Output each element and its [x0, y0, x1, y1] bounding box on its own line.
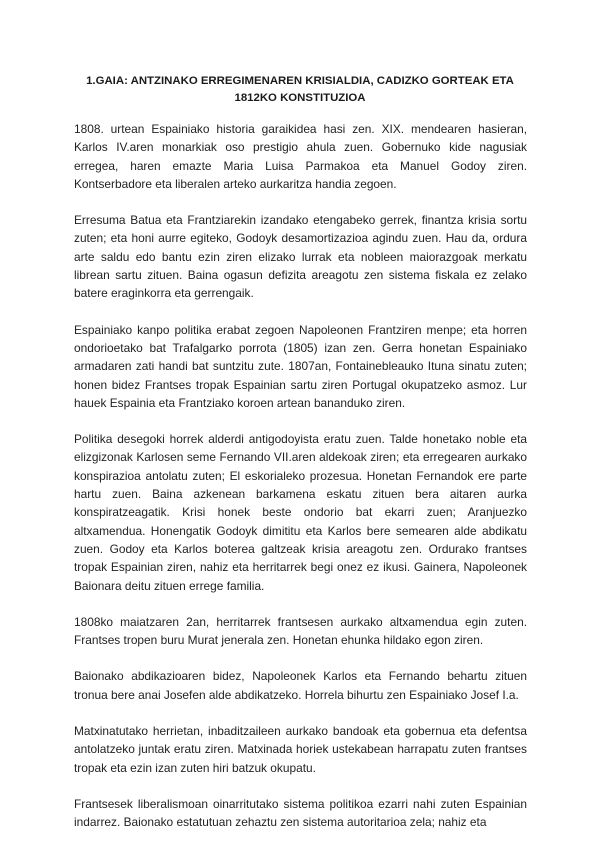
- paragraph-5: 1808ko maiatzaren 2an, herritarrek frantsesen aurkako altxamendua egin zuten. Frantses tropen buru Murat jenerala zen. Honetan ehunka hildako egon ziren.: [74, 614, 527, 648]
- paragraph-6: Baionako abdikazioaren bidez, Napoleonek Karlos eta Fernando behartu zituen tronua bere anai Josefen alde abdikatzeko. Horrela bihurtu zen Espainiako Josef I.a.: [74, 669, 527, 702]
- paragraph-3: Espainiako kanpo politika erabat zegoen Napoleonen Frantziren menpe; eta horren ondorioetako bat Trafalgarko porrota (1805) izan zen. Gerra honetan Espainiako armadaren zati handi bat suntzitu zute. 1807an, Fontainebleauko Ituna sinatu zuten; honen bidez Frantses tropak Espainian sartu ziren Portugal okupatzeko asmoz. Lur hauek Espainia eta Frantziako koroen artean bananduko ziren.: [74, 322, 527, 410]
- paragraph-7: Matxinatutako herrietan, inbaditzaileen aurkako bandoak eta gobernua eta defentsa antolatzeko juntak eratu ziren. Matxinada horiek ustekabean harrapatu zuten frantses tropak eta ezin izan zuten hiri batzuk okupatu.: [74, 724, 527, 775]
- paragraph-8: Frantsesek liberalismoan oinarritutako sistema politikoa ezarri nahi zuten Espainian indarrez. Baionako estatutuan zehaztu zen sistema autoritarioa zela; nahiz eta: [74, 796, 527, 830]
- page-title: 1.GAIA: ANTZINAKO ERREGIMENAREN KRISIALDIA, CADIZKO GORTEAK ETA 1812KO KONSTITUZIOA: [86, 75, 514, 104]
- paragraph-4: Politika desegoki horrek alderdi antigodoyista eratu zuen. Talde honetako noble eta elizgizonak Karlosen seme Fernando VII.aren aldekoak ziren; eta erregearen aurkako konspirazioa antolatu zuten; El eskorialeko prozesua. Honetan Fernandok ere parte hartu zuen. Baina azkenean barkamena eskatu zituen bera aitaren aurka konspiratzeagatik. Krisi honek beste ondorio bat ekarri zuen; Aranjuezko altxamendua. Honengatik Godoyk dimititu eta Karlos bere semearen alde abdikatu zuen. Godoy eta Karlos boterea galtzeak krisia areagotu zen. Ordurako frantses tropak Espainian ziren, nahiz eta herritarrek begi onez ez ikusi. Gainera, Napoleonek Baionara deitu zituen errege familia.: [74, 432, 527, 593]
- document-body: [74, 120, 527, 848]
- paragraph-1: 1808. urtean Espainiako historia garaikidea hasi zen. XIX. mendearen hasieran, Karlos IV.aren monarkiak oso prestigio ahula zuen. Gobernuko kide nagusiak erregea, haren emazte Maria Luisa Parmakoa eta Manuel Godoy ziren. Kontserbadore eta liberalen arteko aurkaritza handia zegoen.: [74, 122, 527, 191]
- paragraph-2: Erresuma Batua eta Frantziarekin izandako etengabeko gerrek, finantza krisia sortu zuten; eta honi aurre egiteko, Godoyk desamortizazioa agindu zuen. Hau da, ordura arte saldu edo bantu ezin ziren elizako lurrak eta nobleen maiorazgoak merkatu librean sartu zituen. Baina ogasun defizita areagotu zen sistema fiskala ez zelako batere eraginkorra eta gerrengaik.: [74, 213, 527, 301]
